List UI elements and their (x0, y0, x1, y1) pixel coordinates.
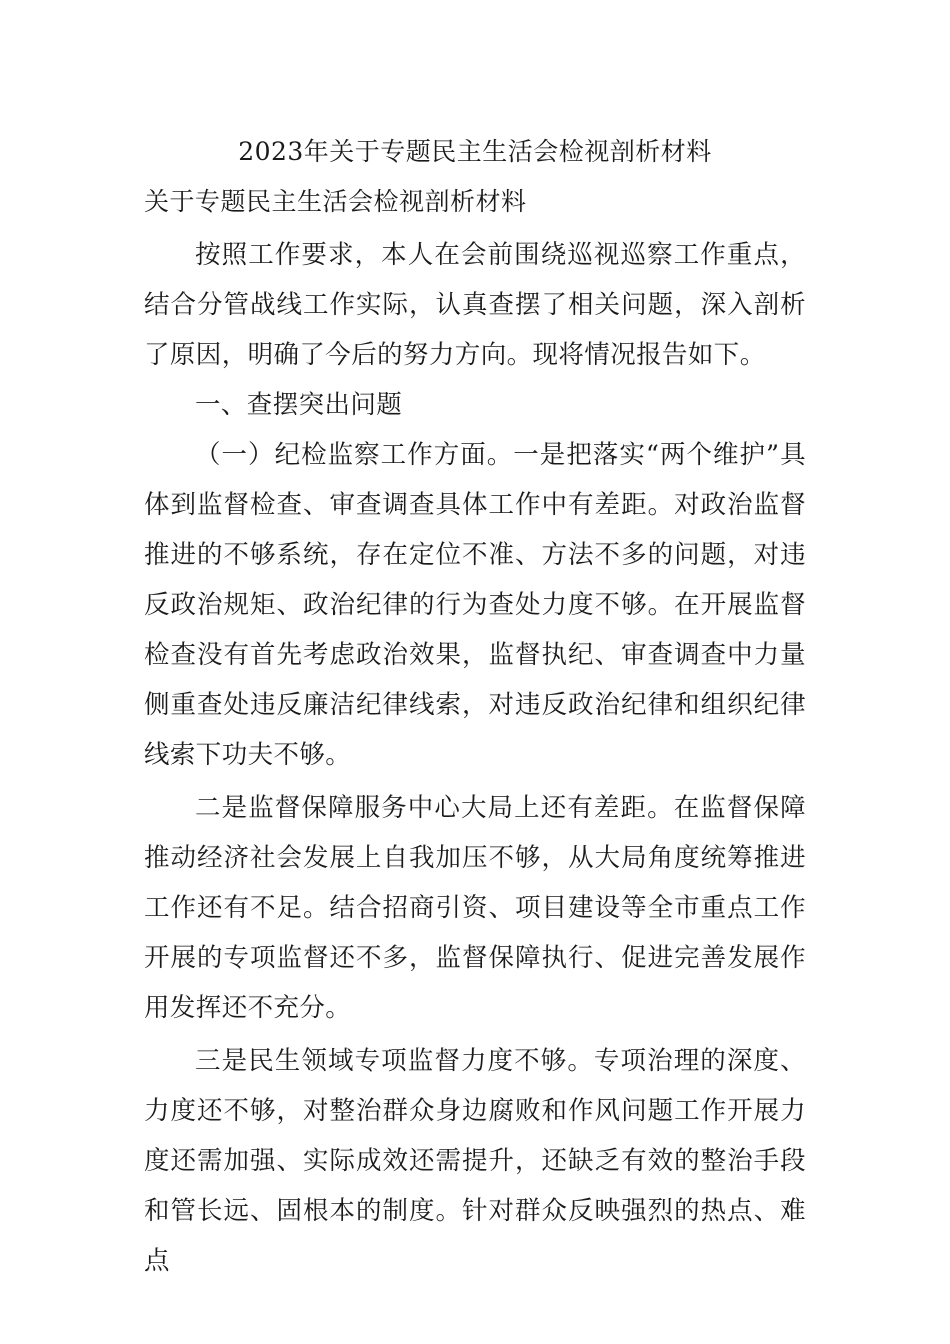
document-title: 2023年关于专题民主生活会检视剖析材料 (238, 137, 712, 166)
paragraph-discipline-inspection: （一）纪检监察工作方面。一是把落实“两个维护”具体到监督检查、审查调查具体工作中有差距。对政治监督推进的不够系统，存在定位不准、方法不多的问题，对违反政治规矩、政治纪律的行为查处力度不够。在开展监督检查没有首先考虑政治效果，监督执纪、审查调查中力量侧重查处违反廉洁纪律线索，对违反政治纪律和组织纪律线索下功夫不够。 (144, 440, 806, 770)
paragraph-livelihood-supervision: 三是民生领域专项监督力度不够。专项治理的深度、力度还不够，对整治群众身边腐败和作风问题工作开展力度还需加强、实际成效还需提升，还缺乏有效的整治手段和管长远、固根本的制度。针对群众反映强烈的热点、难点 (144, 1046, 806, 1276)
section-heading-1: 一、查摆突出问题 (195, 390, 403, 420)
document-body (144, 230, 806, 1286)
document-subtitle: 关于专题民主生活会检视剖析材料 (144, 187, 527, 216)
paragraph-intro: 按照工作要求，本人在会前围绕巡视巡察工作重点，结合分管战线工作实际，认真查摆了相关问题，深入剖析了原因，明确了今后的努力方向。现将情况报告如下。 (144, 240, 806, 370)
paragraph-supervision-support: 二是监督保障服务中心大局上还有差距。在监督保障推动经济社会发展上自我加压不够，从大局角度统筹推进工作还有不足。结合招商引资、项目建设等全市重点工作开展的专项监督还不多，监督保障执行、促进完善发展作用发挥还不充分。 (144, 793, 806, 1023)
